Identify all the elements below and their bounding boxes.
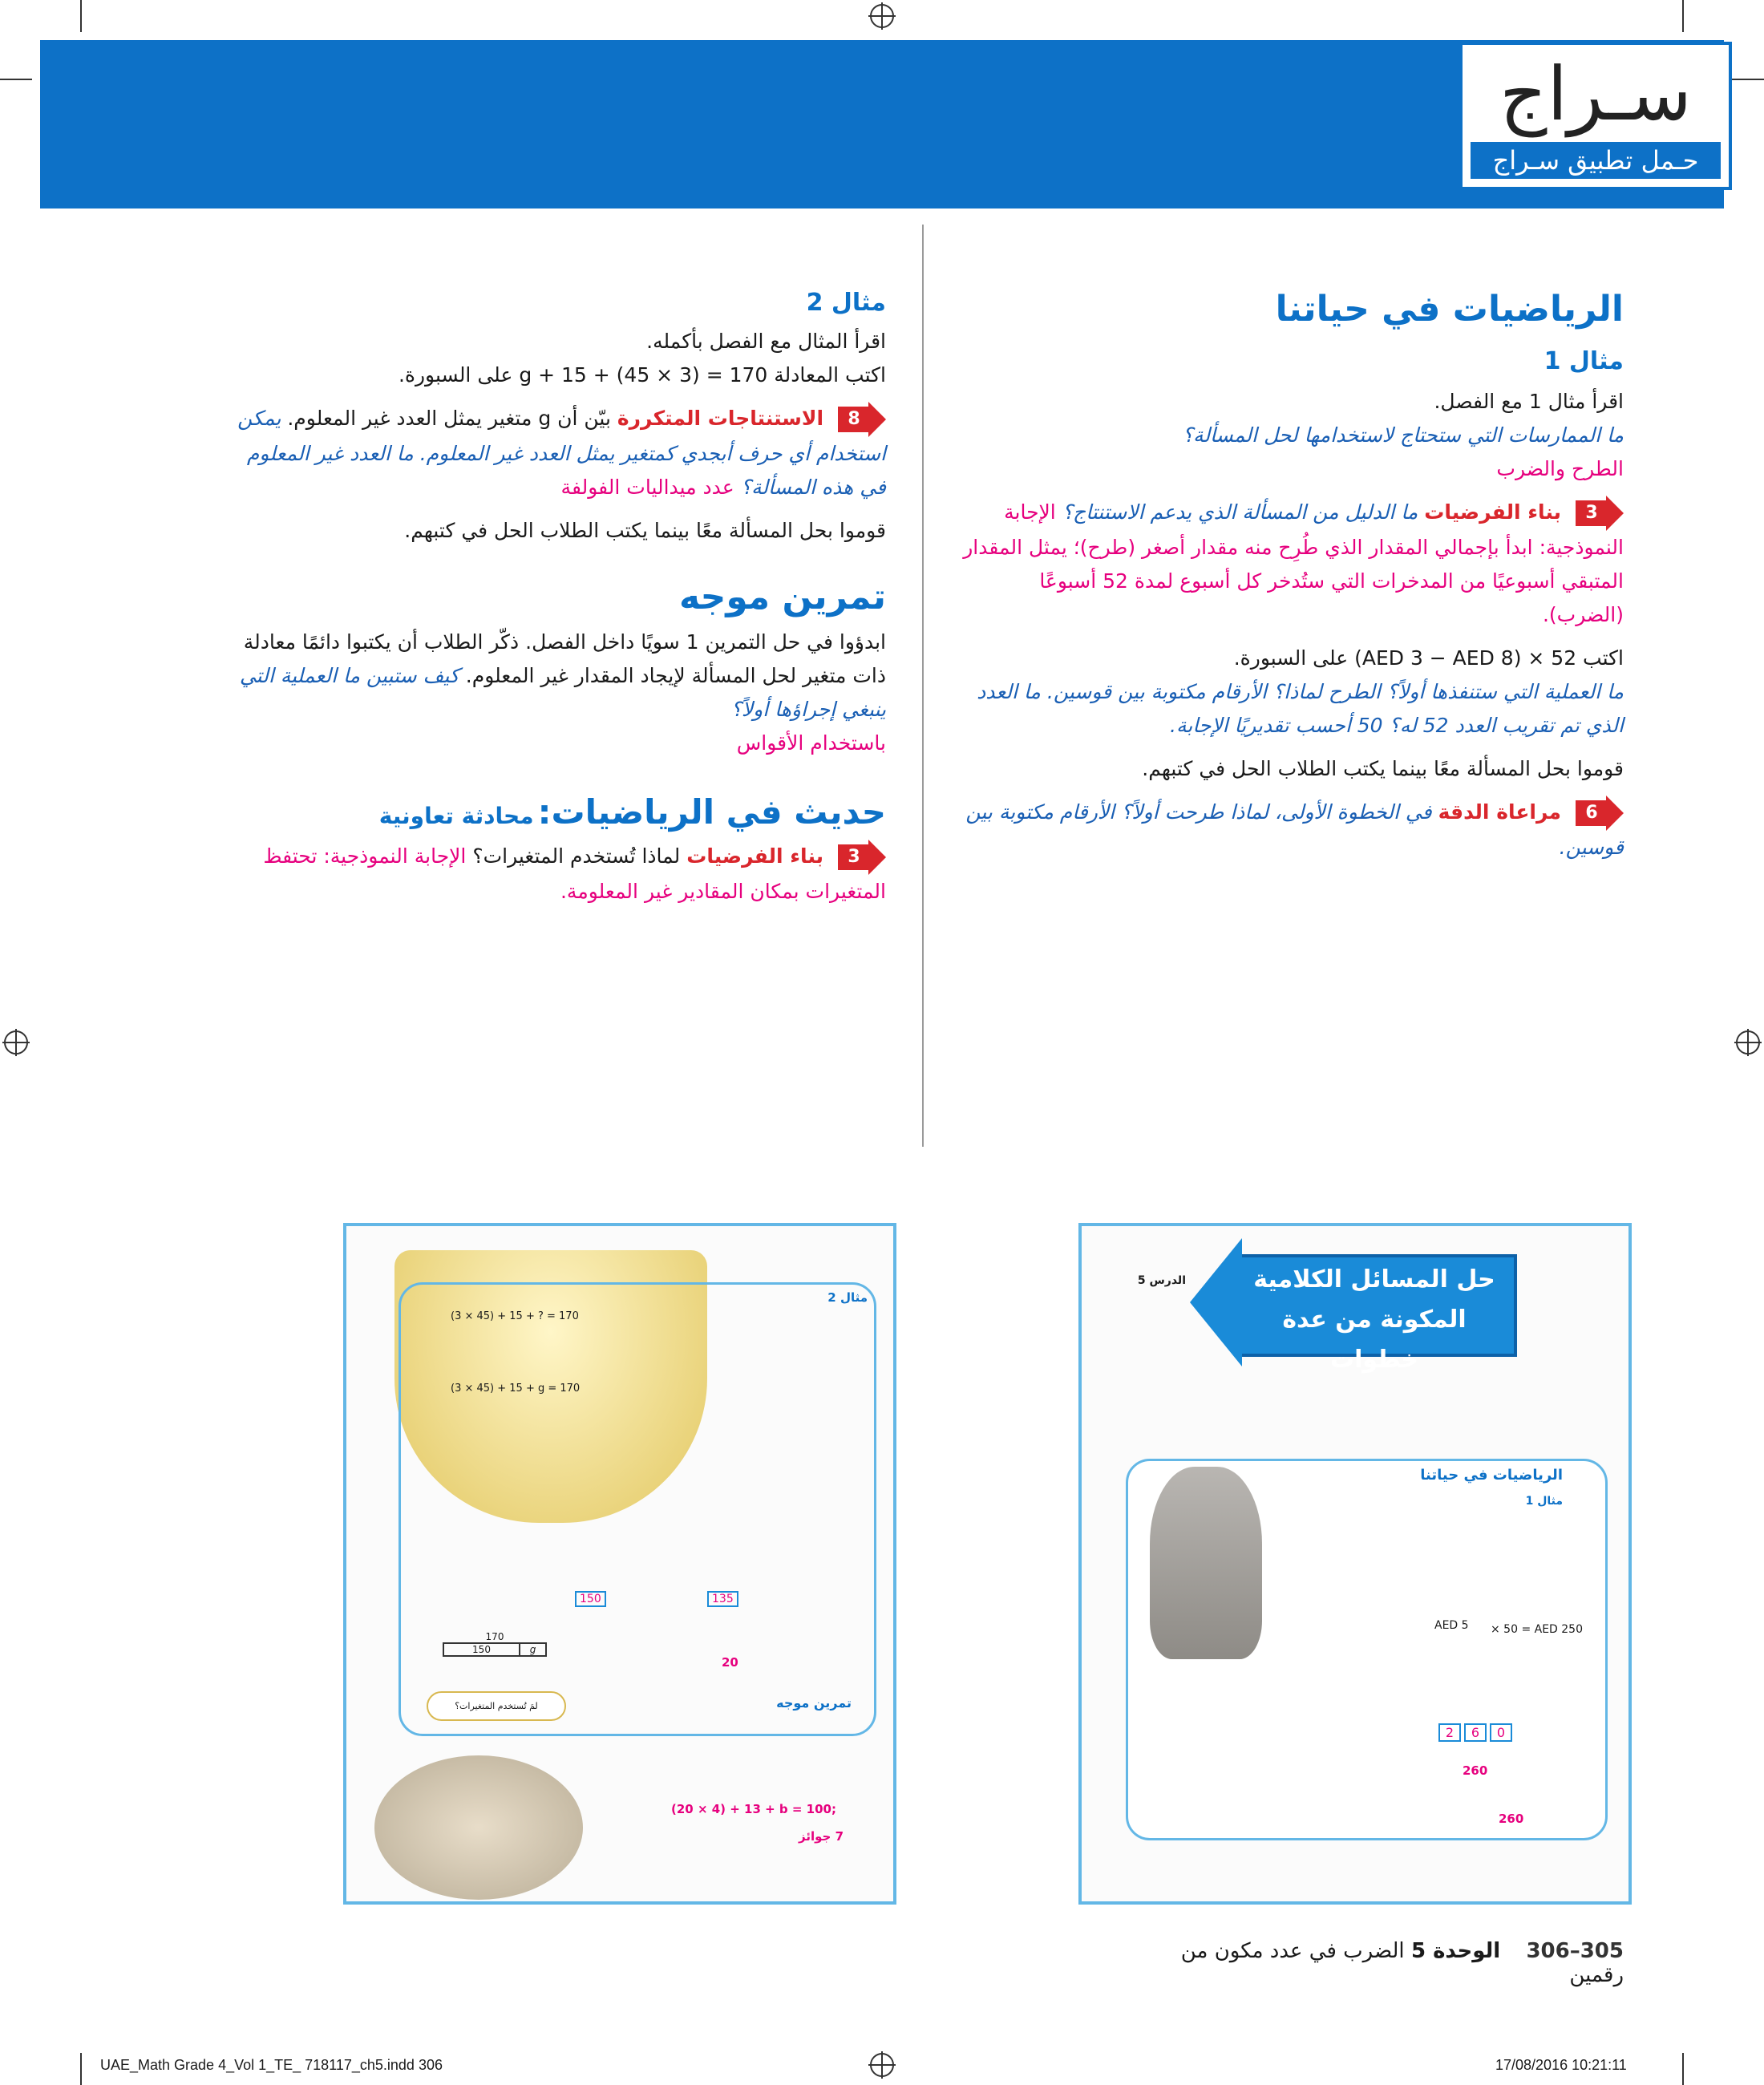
file-slug: UAE_Math Grade 4_Vol 1_TE_ 718117_ch5.indd 306 — [100, 2057, 443, 2073]
teaching-tip — [216, 840, 886, 909]
example-title: مثال 2 — [827, 1290, 868, 1305]
tip-question: ما الدليل من المسألة الذي يدعم الاستنتاج؟ — [1062, 500, 1418, 524]
crop-mark — [1732, 79, 1764, 80]
estimate-value: AED 5 — [1434, 1619, 1469, 1632]
siraj-logo[interactable] — [1459, 42, 1732, 190]
teaching-tip — [958, 496, 1624, 632]
lesson-number: الدرس 5 — [1137, 1274, 1186, 1287]
guided-answer: 7 جوائز — [799, 1829, 844, 1844]
registration-mark-icon — [1736, 1030, 1760, 1055]
tip-label: مراعاة الدقة — [1438, 800, 1562, 824]
sheep-image — [374, 1755, 583, 1900]
instruction: اقرأ مثال 1 مع الفصل. — [1434, 390, 1624, 413]
crop-mark — [80, 2053, 82, 2085]
instruction: اكتب 52 × (AED 3 − AED 8) على السبورة. — [1233, 646, 1624, 670]
section-title: الرياضيات في حياتنا — [1420, 1467, 1563, 1484]
tip-text: بيّن أن g متغير يمثل العدد غير المعلوم. — [287, 407, 611, 430]
step-value: 150 — [575, 1591, 606, 1607]
content-panel — [399, 1282, 876, 1736]
tip-label: بناء الفرضيات — [686, 844, 824, 868]
practice-badge: 8 — [838, 402, 886, 437]
logo-word: سـراج — [1499, 51, 1692, 137]
speech-bubble: لمَ تُستخدم المتغيرات؟ — [427, 1691, 566, 1721]
tip-label: الاستنتاجات المتكررة — [617, 407, 824, 430]
answer: باستخدام الأقواس — [736, 731, 886, 755]
tip-question: يمكن استخدام أي حرف أبجدي كمتغير يمثل العدد غير المعلوم. ما العدد غير المعلوم في هذه المسألة؟ — [237, 407, 886, 499]
practice-badge: 3 — [838, 840, 886, 875]
registration-mark-icon — [4, 1030, 28, 1055]
section-title: الرياضيات في حياتنا — [1275, 289, 1624, 330]
teaching-tip — [216, 402, 886, 504]
page-numbers: 305–306 — [1526, 1939, 1624, 1963]
logo-caption: حـمل تطبيق سـراج — [1471, 142, 1721, 179]
estimate-result: × 50 = AED 250 — [1491, 1623, 1584, 1636]
tip-answer: عدد ميداليات الفولفة — [560, 476, 734, 499]
tip-question: في الخطوة الأولى، لماذا طرحت أولاً؟ الأرقام مكتوبة بين قوسين. — [965, 800, 1624, 859]
equation-variable: (3 × 45) + 15 + g = 170 — [451, 1383, 581, 1395]
page-footer — [1139, 1939, 1624, 1987]
tip-answer: الإجابة النموذجية: ابدأ بإجمالي المقدار الذي طُرِح منه مقدار أصغر (طرح)؛ يمثل المقدار المتبقي أسبوعيًا من المدخرات التي ستُدخر كل أسبوع لمدة 52 أسبوعًا (الضرب). — [963, 500, 1624, 626]
column-divider — [922, 225, 924, 1147]
crop-mark — [1682, 0, 1684, 32]
example-title: مثال 2 — [806, 289, 886, 317]
example-title: مثال 1 — [1525, 1495, 1563, 1508]
registration-mark-icon — [870, 2053, 894, 2077]
bar-model: 170 150 g — [443, 1631, 547, 1657]
unit-label: الوحدة 5 — [1410, 1939, 1501, 1963]
unit-title: الضرب في عدد مكون من رقمين — [1180, 1939, 1624, 1987]
crop-mark — [0, 79, 32, 80]
tip-answer: الإجابة النموذجية: تحتفظ المتغيرات بمكان المقادير غير المعلومة. — [263, 844, 886, 903]
left-column — [216, 289, 886, 909]
arrow-head — [1190, 1238, 1242, 1366]
student-page-thumbnail-right — [1078, 1223, 1632, 1905]
instruction: ابدؤوا في حل التمرين 1 سويًا داخل الفصل. ذكّر الطلاب أن يكتبوا دائمًا معادلة ذات متغير لحل المسألة لإيجاد المقدار غير المعلوم. كيف ستبين ما العملية التي ينبغي إجراؤها أولاً؟ — [239, 630, 886, 721]
right-column — [958, 289, 1624, 864]
guided-practice-title: تمرين موجه — [678, 577, 886, 617]
tip-label: بناء الفرضيات — [1424, 500, 1562, 524]
question: ما العملية التي ستنفذها أولاً؟ الطرح لماذا؟ الأرقام مكتوبة بين قوسين. ما العدد الذي تم تقريب العدد 52 له؟ 50 أحسب تقديريًا الإجابة. — [977, 680, 1624, 737]
step-value: 135 — [707, 1591, 738, 1607]
registration-mark-icon — [870, 4, 894, 28]
practice-badge: 6 — [1576, 796, 1624, 831]
print-date: 17/08/2016 10:21:11 — [1495, 2057, 1627, 2073]
teaching-tip — [958, 796, 1624, 864]
guided-answer: (20 × 4) + 13 + b = 100; — [671, 1802, 836, 1816]
question: كيف ستبين ما العملية التي ينبغي إجراؤها أولاً؟ — [239, 664, 886, 721]
equation-question: (3 × 45) + 15 + ? = 170 — [451, 1310, 579, 1322]
product-digits: 2 6 0 — [1438, 1723, 1512, 1742]
answer: الطرح والضرب — [1496, 457, 1624, 480]
student-page-thumbnail-left — [343, 1223, 896, 1905]
question: ما الممارسات التي ستحتاج لاستخدامها لحل المسألة؟ — [1182, 423, 1624, 447]
math-talk-heading: حديث في الرياضيات: محادثة تعاونية — [378, 792, 886, 832]
cat-image — [1150, 1467, 1262, 1659]
instruction: قوموا بحل المسألة معًا بينما يكتب الطلاب الحل في كتبهم. — [404, 519, 886, 542]
guided-title: تمرين موجه — [776, 1695, 852, 1711]
answer-value: 260 — [1463, 1763, 1488, 1778]
lesson-title: حل المسائل الكلامية المكونة من عدة خطوات — [1253, 1265, 1495, 1374]
crop-mark — [1682, 2053, 1684, 2085]
answer-value: 260 — [1499, 1812, 1524, 1826]
instruction: قوموا بحل المسألة معًا بينما يكتب الطلاب الحل في كتبهم. — [1142, 757, 1624, 780]
crop-mark — [80, 0, 82, 32]
practice-badge: 3 — [1576, 496, 1624, 531]
instruction: اكتب المعادلة 170 = g + 15 + (45 × 3) على السبورة. — [398, 363, 886, 387]
example-title: مثال 1 — [1544, 347, 1624, 375]
tip-question: لماذا تُستخدم المتغيرات؟ — [472, 844, 681, 868]
instruction: اقرأ المثال مع الفصل بأكمله. — [646, 330, 886, 353]
answer-value: 20 — [722, 1655, 738, 1670]
